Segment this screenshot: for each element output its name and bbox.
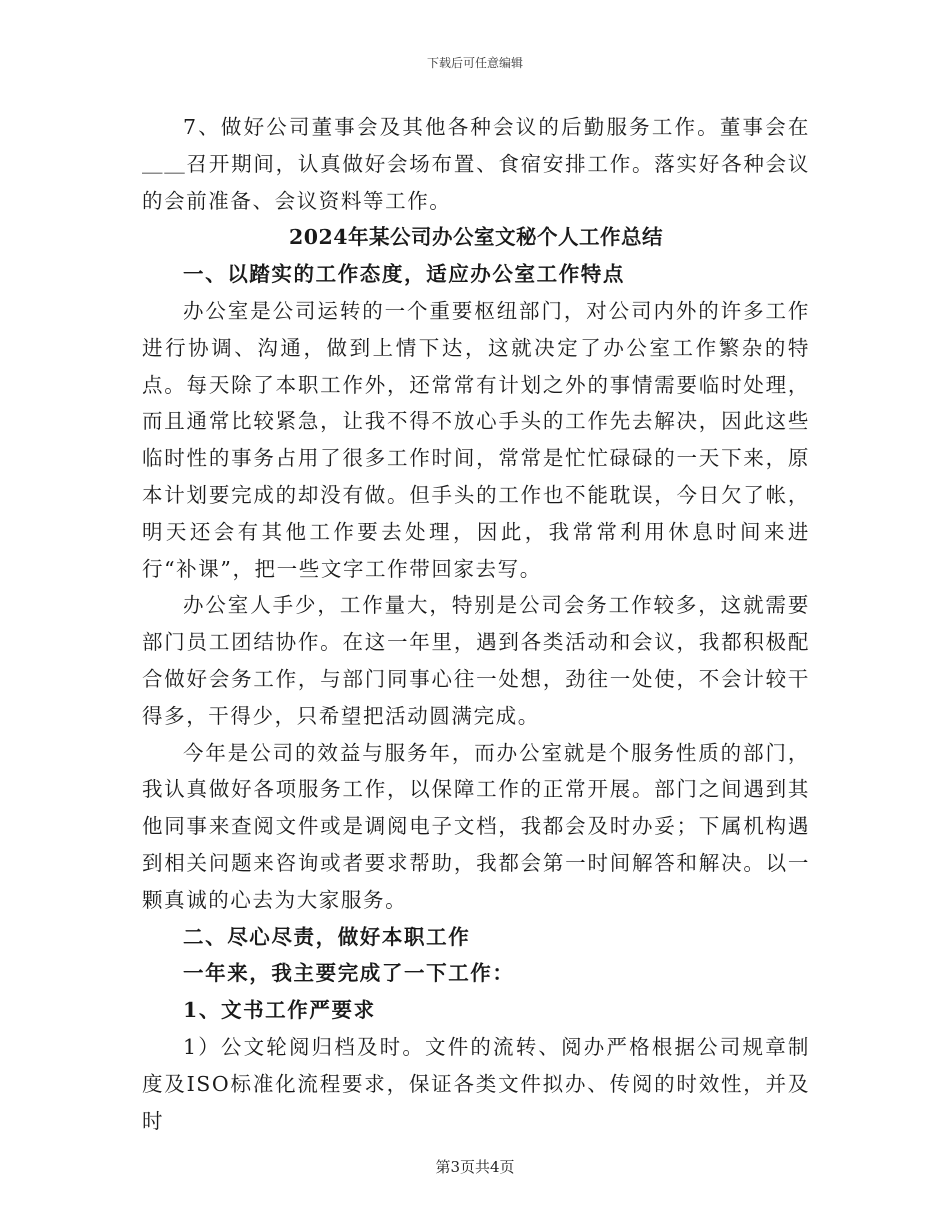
document-title: 2024年某公司办公室文秘个人工作总结 xyxy=(288,225,664,250)
paragraph-4: 1）公文轮阅归档及时。文件的流转、阅办严格根据公司规章制度及ISO标准化流程要求，保证各类文件拟办、传阅的时效性，并及时 xyxy=(142,1034,810,1133)
paragraph-3: 今年是公司的效益与服务年，而办公室就是个服务性质的部门，我认真做好各项服务工作，以保障工作的正常开展。部门之间遇到其他同事来查阅文件或是调阅电子文档，我都会及时办妥；下属机构遇到相关问题来咨询或者要求帮助，我都会第一时间解答和解决。以一颗真诚的心去为大家服务。 xyxy=(142,740,810,912)
section-heading-2: 二、尽心尽责，做好本职工作 xyxy=(183,924,471,949)
page-footer: 第3页共4页 xyxy=(435,1158,515,1176)
section-heading-1: 一、以踏实的工作态度，适应办公室工作特点 xyxy=(183,262,625,287)
subheading-summary: 一年来，我主要完成了一下工作： xyxy=(183,961,515,986)
paragraph-1: 办公室是公司运转的一个重要枢纽部门，对公司内外的许多工作进行协调、沟通，做到上情下达，这就决定了办公室工作繁杂的特点。每天除了本职工作外，还常常有计划之外的事情需要临时处理，而且通常比较紧急，让我不得不放心手头的工作先去解决，因此这些临时性的事务占用了很多工作时间，常常是忙忙碌碌的一天下来，原本计划要完成的却没有做。但手头的工作也不能耽误，今日欠了帐，明天还会有其他工作要去处理，因此，我常常利用休息时间来进行“补课”，把一些文字工作带回家去写。 xyxy=(142,298,810,581)
document-body xyxy=(142,109,810,1139)
paragraph-2: 办公室人手少，工作量大，特别是公司会务工作较多，这就需要部门员工团结协作。在这一年里，遇到各类活动和会议，我都积极配合做好会务工作，与部门同事心往一处想，劲往一处使，不会计较干得多，干得少，只希望把活动圆满完成。 xyxy=(142,593,810,728)
subheading-document-work: 1、文书工作严要求 xyxy=(183,998,376,1023)
page-header: 下载后可任意编辑 xyxy=(426,56,523,70)
paragraph-intro: 7、做好公司董事会及其他各种会议的后勤服务工作。董事会在＿＿召开期间，认真做好会场布置、食宿安排工作。落实好各种会议的会前准备、会议资料等工作。 xyxy=(142,115,810,213)
